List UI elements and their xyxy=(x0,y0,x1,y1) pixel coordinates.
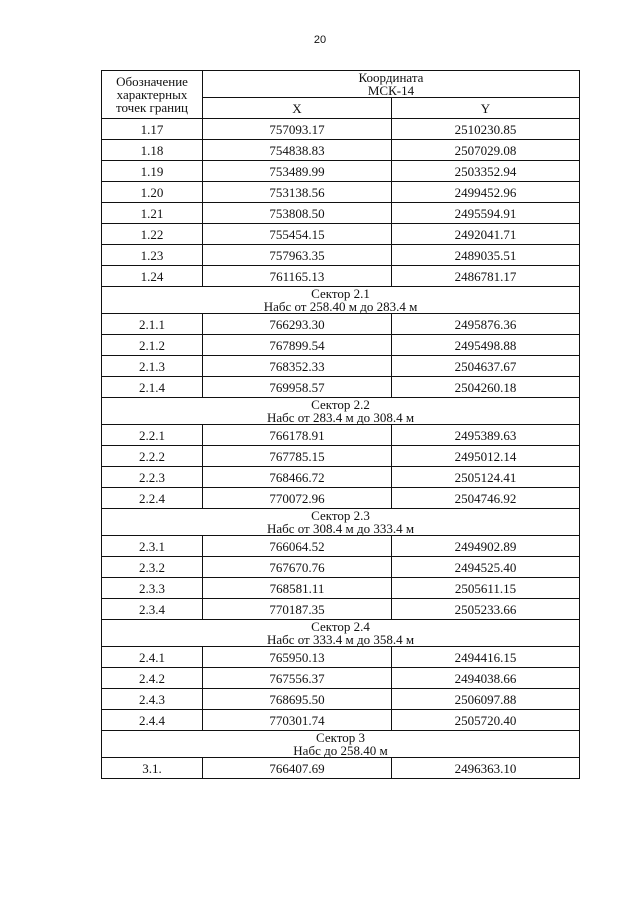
x-coordinate-cell: 766407.69 xyxy=(203,758,392,779)
y-coordinate-cell: 2506097.88 xyxy=(392,689,580,710)
table-row xyxy=(102,488,580,509)
sector-heading xyxy=(102,620,580,647)
point-id-cell: 1.19 xyxy=(102,161,203,182)
table-row xyxy=(102,557,580,578)
table-row xyxy=(102,314,580,335)
x-coordinate-cell: 753138.56 xyxy=(203,182,392,203)
y-coordinate-cell: 2495498.88 xyxy=(392,335,580,356)
point-id-cell: 2.1.3 xyxy=(102,356,203,377)
point-id-cell: 2.1.2 xyxy=(102,335,203,356)
table-row xyxy=(102,536,580,557)
y-coordinate-cell: 2494525.40 xyxy=(392,557,580,578)
point-id-cell: 2.2.2 xyxy=(102,446,203,467)
y-coordinate-cell: 2505124.41 xyxy=(392,467,580,488)
table-row xyxy=(102,446,580,467)
sector-heading xyxy=(102,287,580,314)
table-row xyxy=(102,578,580,599)
x-coordinate-cell: 767899.54 xyxy=(203,335,392,356)
x-coordinate-cell: 766064.52 xyxy=(203,536,392,557)
table-row xyxy=(102,356,580,377)
y-coordinate-cell: 2495594.91 xyxy=(392,203,580,224)
point-id-cell: 2.3.4 xyxy=(102,599,203,620)
sector-title: Сектор 2.2 xyxy=(311,397,370,412)
sector-row xyxy=(102,398,580,425)
x-coordinate-cell: 768695.50 xyxy=(203,689,392,710)
y-coordinate-cell: 2496363.10 xyxy=(392,758,580,779)
x-coordinate-cell: 753808.50 xyxy=(203,203,392,224)
y-coordinate-cell: 2505720.40 xyxy=(392,710,580,731)
table-row xyxy=(102,599,580,620)
table-row xyxy=(102,425,580,446)
point-id-cell: 1.17 xyxy=(102,119,203,140)
y-coordinate-cell: 2492041.71 xyxy=(392,224,580,245)
point-id-cell: 2.2.1 xyxy=(102,425,203,446)
x-coordinate-cell: 770072.96 xyxy=(203,488,392,509)
x-coordinate-cell: 769958.57 xyxy=(203,377,392,398)
sector-height-range: Набс до 258.40 м xyxy=(293,743,388,758)
y-coordinate-cell: 2494038.66 xyxy=(392,668,580,689)
coordinates-table xyxy=(101,70,580,779)
point-id-cell: 2.3.2 xyxy=(102,557,203,578)
table-header-row xyxy=(102,71,580,98)
y-coordinate-cell: 2495012.14 xyxy=(392,446,580,467)
x-coordinate-cell: 767670.76 xyxy=(203,557,392,578)
point-id-cell: 1.18 xyxy=(102,140,203,161)
table-row xyxy=(102,182,580,203)
x-coordinate-cell: 770301.74 xyxy=(203,710,392,731)
point-id-cell: 2.2.4 xyxy=(102,488,203,509)
coordinate-title-line: Координата xyxy=(358,70,424,85)
point-id-cell: 1.23 xyxy=(102,245,203,266)
point-id-cell: 1.20 xyxy=(102,182,203,203)
page-number: 20 xyxy=(313,34,327,46)
point-id-cell: 1.24 xyxy=(102,266,203,287)
y-coordinate-cell: 2489035.51 xyxy=(392,245,580,266)
point-id-cell: 1.22 xyxy=(102,224,203,245)
x-coordinate-cell: 768581.11 xyxy=(203,578,392,599)
x-column-header: X xyxy=(203,98,392,119)
sector-row xyxy=(102,620,580,647)
point-designation-header xyxy=(102,71,203,119)
y-coordinate-cell: 2494416.15 xyxy=(392,647,580,668)
y-column-header: Y xyxy=(392,98,580,119)
point-id-cell: 2.2.3 xyxy=(102,467,203,488)
point-id-cell: 2.4.3 xyxy=(102,689,203,710)
coordinates-table-body xyxy=(102,71,580,779)
point-id-cell: 1.21 xyxy=(102,203,203,224)
point-id-cell: 2.1.4 xyxy=(102,377,203,398)
x-coordinate-cell: 768466.72 xyxy=(203,467,392,488)
x-coordinate-cell: 766293.30 xyxy=(203,314,392,335)
y-coordinate-cell: 2507029.08 xyxy=(392,140,580,161)
table-row xyxy=(102,758,580,779)
x-coordinate-cell: 767556.37 xyxy=(203,668,392,689)
y-coordinate-cell: 2504746.92 xyxy=(392,488,580,509)
sector-title: Сектор 3 xyxy=(315,730,365,745)
table-row xyxy=(102,689,580,710)
y-coordinate-cell: 2494902.89 xyxy=(392,536,580,557)
table-row xyxy=(102,668,580,689)
point-id-cell: 2.3.1 xyxy=(102,536,203,557)
sector-title: Сектор 2.4 xyxy=(311,619,370,634)
table-row xyxy=(102,467,580,488)
sector-row xyxy=(102,509,580,536)
table-row xyxy=(102,161,580,182)
sector-height-range: Набс от 308.4 м до 333.4 м xyxy=(266,521,415,536)
y-coordinate-cell: 2505611.15 xyxy=(392,578,580,599)
point-id-cell: 2.3.3 xyxy=(102,578,203,599)
table-row xyxy=(102,647,580,668)
x-coordinate-cell: 753489.99 xyxy=(203,161,392,182)
y-coordinate-cell: 2503352.94 xyxy=(392,161,580,182)
header-label-line: характерных xyxy=(116,87,188,102)
coordinate-system-line: МСК-14 xyxy=(367,83,415,98)
table-row xyxy=(102,119,580,140)
x-coordinate-cell: 761165.13 xyxy=(203,266,392,287)
sector-row xyxy=(102,287,580,314)
sector-title: Сектор 2.1 xyxy=(311,286,370,301)
table-row xyxy=(102,377,580,398)
table-row xyxy=(102,710,580,731)
x-coordinate-cell: 766178.91 xyxy=(203,425,392,446)
header-label-line: точек границ xyxy=(115,100,189,115)
x-coordinate-cell: 768352.33 xyxy=(203,356,392,377)
y-coordinate-cell: 2504260.18 xyxy=(392,377,580,398)
y-coordinate-cell: 2499452.96 xyxy=(392,182,580,203)
x-coordinate-cell: 767785.15 xyxy=(203,446,392,467)
y-coordinate-cell: 2505233.66 xyxy=(392,599,580,620)
table-row xyxy=(102,245,580,266)
x-coordinate-cell: 765950.13 xyxy=(203,647,392,668)
point-id-cell: 2.1.1 xyxy=(102,314,203,335)
y-coordinate-cell: 2486781.17 xyxy=(392,266,580,287)
sector-title: Сектор 2.3 xyxy=(311,508,370,523)
sector-heading xyxy=(102,398,580,425)
x-coordinate-cell: 754838.83 xyxy=(203,140,392,161)
x-coordinate-cell: 755454.15 xyxy=(203,224,392,245)
y-coordinate-cell: 2495876.36 xyxy=(392,314,580,335)
x-coordinate-cell: 770187.35 xyxy=(203,599,392,620)
y-coordinate-cell: 2504637.67 xyxy=(392,356,580,377)
point-id-cell: 2.4.4 xyxy=(102,710,203,731)
table-row xyxy=(102,335,580,356)
point-id-cell: 2.4.1 xyxy=(102,647,203,668)
sector-height-range: Набс от 258.40 м до 283.4 м xyxy=(263,299,418,314)
coordinate-header xyxy=(203,71,580,98)
sector-heading xyxy=(102,509,580,536)
x-coordinate-cell: 757963.35 xyxy=(203,245,392,266)
x-coordinate-cell: 757093.17 xyxy=(203,119,392,140)
sector-row xyxy=(102,731,580,758)
sector-heading xyxy=(102,731,580,758)
sector-height-range: Набс от 283.4 м до 308.4 м xyxy=(266,410,415,425)
sector-height-range: Набс от 333.4 м до 358.4 м xyxy=(266,632,415,647)
y-coordinate-cell: 2510230.85 xyxy=(392,119,580,140)
y-coordinate-cell: 2495389.63 xyxy=(392,425,580,446)
table-row xyxy=(102,203,580,224)
point-id-cell: 2.4.2 xyxy=(102,668,203,689)
header-label-line: Обозначение xyxy=(116,74,188,89)
table-row xyxy=(102,224,580,245)
table-row xyxy=(102,266,580,287)
table-row xyxy=(102,140,580,161)
point-id-cell: 3.1. xyxy=(102,758,203,779)
